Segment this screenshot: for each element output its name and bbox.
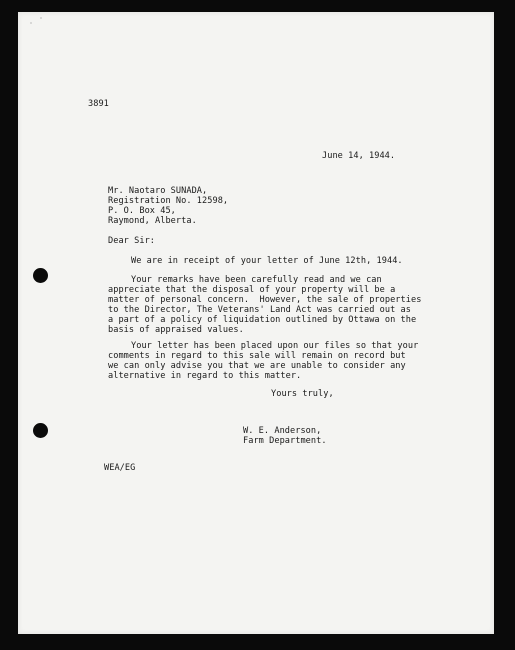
punch-hole-bottom <box>33 423 48 438</box>
signature-name: W. E. Anderson, <box>243 426 322 436</box>
typist-initials: WEA/EG <box>104 463 136 473</box>
paragraph-2-line: a part of a policy of liquidation outlined by Ottawa on the <box>108 315 417 325</box>
paragraph-3-line: Your letter has been placed upon our files so that your <box>131 341 419 351</box>
paragraph-2-line: Your remarks have been carefully read and we can <box>131 275 382 285</box>
paragraph-2-line: matter of personal concern. However, the sale of properties <box>108 295 422 305</box>
file-number: 3891 <box>88 99 109 109</box>
recipient-registration: Registration No. 12598, <box>108 196 229 206</box>
paragraph-3-line: comments in regard to this sale will remain on record but <box>108 351 406 361</box>
salutation: Dear Sir: <box>108 236 156 246</box>
paragraph-2-line: basis of appraised values. <box>108 325 244 335</box>
paper-speck <box>30 22 32 24</box>
paragraph-3-line: we can only advise you that we are unable to consider any <box>108 361 406 371</box>
recipient-po-box: P. O. Box 45, <box>108 206 176 216</box>
punch-hole-top <box>33 268 48 283</box>
letter-date: June 14, 1944. <box>322 151 396 161</box>
paragraph-2-line: to the Director, The Veterans' Land Act was carried out as <box>108 305 411 315</box>
paragraph-3-line: alternative in regard to this matter. <box>108 371 302 381</box>
paragraph-2-line: appreciate that the disposal of your property will be a <box>108 285 396 295</box>
recipient-name: Mr. Naotaro SUNADA, <box>108 186 208 196</box>
paragraph-1: We are in receipt of your letter of June 12th, 1944. <box>131 256 403 266</box>
signature-department: Farm Department. <box>243 436 327 446</box>
recipient-city: Raymond, Alberta. <box>108 216 197 226</box>
closing: Yours truly, <box>271 389 334 399</box>
paper-speck <box>40 17 42 19</box>
